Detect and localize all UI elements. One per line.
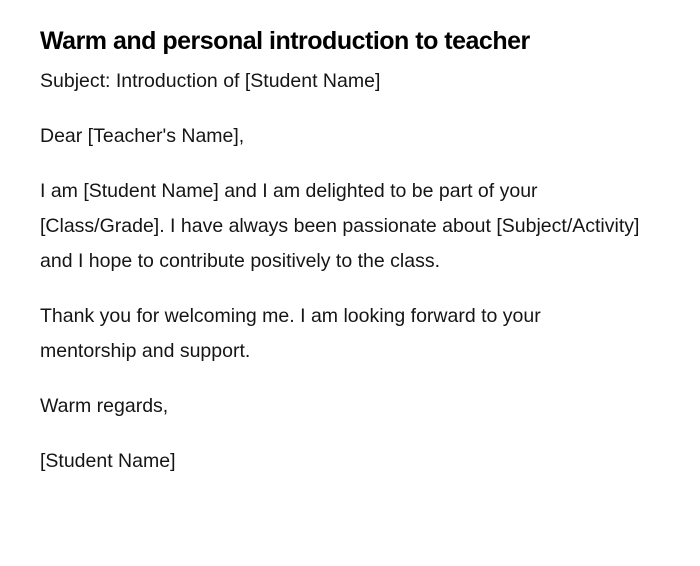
body-paragraph-1: I am [Student Name] and I am delighted to be part of your [Class/Grade]. I have always been passionate about [Subject/Activity] and I hope to contribute positively to the class. (40, 180, 640, 272)
document-title: Warm and personal introduction to teacher (40, 27, 530, 55)
greeting: Dear [Teacher's Name], (40, 125, 245, 147)
signature: [Student Name] (40, 450, 176, 472)
letter-document (40, 24, 640, 499)
subject-line: Subject: Introduction of [Student Name] (40, 70, 381, 92)
closing: Warm regards, (40, 395, 169, 417)
body-paragraph-2: Thank you for welcoming me. I am looking forward to your mentorship and support. (40, 305, 541, 362)
